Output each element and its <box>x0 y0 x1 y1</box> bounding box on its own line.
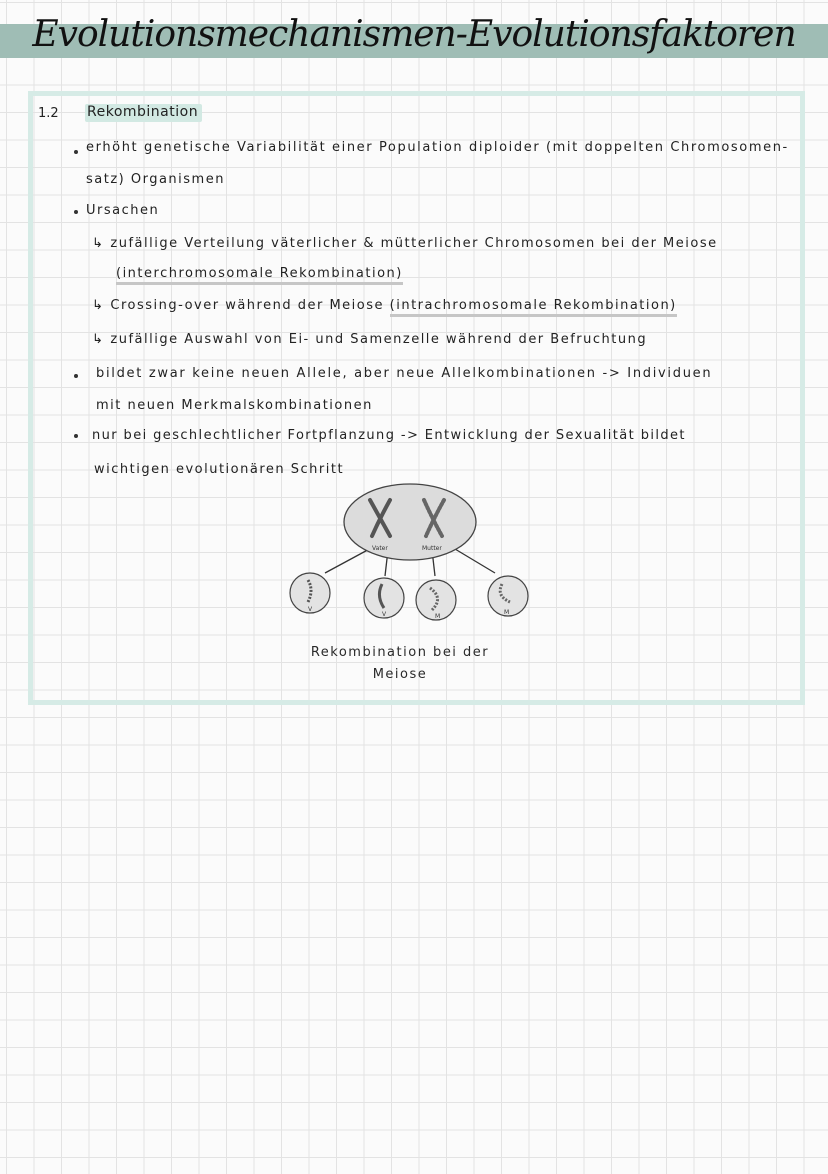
bullet-3-line-1: bildet zwar keine neuen Allele, aber neue Allelkombinationen -> Individuen <box>96 366 713 381</box>
caption-line-1: Rekombination bei der <box>310 645 490 660</box>
sub-item-1-underlined: (interchromosomale Rekombination) <box>116 266 403 285</box>
parent-label-father: Vater <box>372 545 388 552</box>
sub-item-3-text: zufällige Auswahl von Ei- und Samenzelle während der Befruchtung <box>110 332 648 347</box>
bullet-dot <box>74 434 78 438</box>
bullet-4-line-2: wichtigen evolutionären Schritt <box>94 462 345 477</box>
child-cell <box>290 573 330 613</box>
child-label: V <box>308 606 313 613</box>
sub-item-3 <box>92 332 647 347</box>
bullet-dot <box>74 150 78 154</box>
child-label: M <box>504 609 510 616</box>
sub-item-2-underlined: (intrachromosomale Rekombination) <box>390 298 677 317</box>
bullet-3-line-2: mit neuen Merkmalskombinationen <box>96 398 373 413</box>
parent-label-mother: Mutter <box>422 545 442 552</box>
sub-item-1-text: zufällige Verteilung väterlicher & mütterlicher Chromosomen bei der Meiose <box>110 236 718 251</box>
child-cell <box>364 578 404 618</box>
return-arrow-icon: ↳ <box>92 236 105 251</box>
section-title-text: Rekombination <box>85 104 202 122</box>
parent-cell <box>344 484 476 560</box>
bullet-dot <box>74 210 78 214</box>
sub-item-1-line-2 <box>116 266 403 281</box>
child-label: V <box>382 611 387 618</box>
sub-item-1-line-1 <box>92 236 718 251</box>
bullet-1-line-1: erhöht genetische Variabilität einer Population diploider (mit doppelten Chromosomen- <box>86 140 789 155</box>
bullet-4-line-1: nur bei geschlechtlicher Fortpflanzung -> Entwicklung der Sexualität bildet <box>92 428 686 443</box>
caption-line-2: Meiose <box>372 667 428 682</box>
recombination-diagram <box>280 478 540 628</box>
diagram-caption <box>300 642 500 686</box>
return-arrow-icon: ↳ <box>92 298 105 313</box>
child-cell <box>416 580 456 620</box>
page-title: Evolutionsmechanismen-Evolutionsfaktoren <box>32 14 796 55</box>
section-number: 1.2 <box>38 106 59 121</box>
sub-item-2 <box>92 298 677 313</box>
bullet-dot <box>74 374 78 378</box>
bullet-2: Ursachen <box>86 203 160 218</box>
sub-item-2-text: Crossing-over während der Meiose <box>110 298 384 313</box>
bullet-1-line-2: satz) Organismen <box>86 172 225 187</box>
child-cell <box>488 576 528 616</box>
child-label: M <box>435 613 441 620</box>
return-arrow-icon: ↳ <box>92 332 105 347</box>
section-title <box>85 104 202 120</box>
